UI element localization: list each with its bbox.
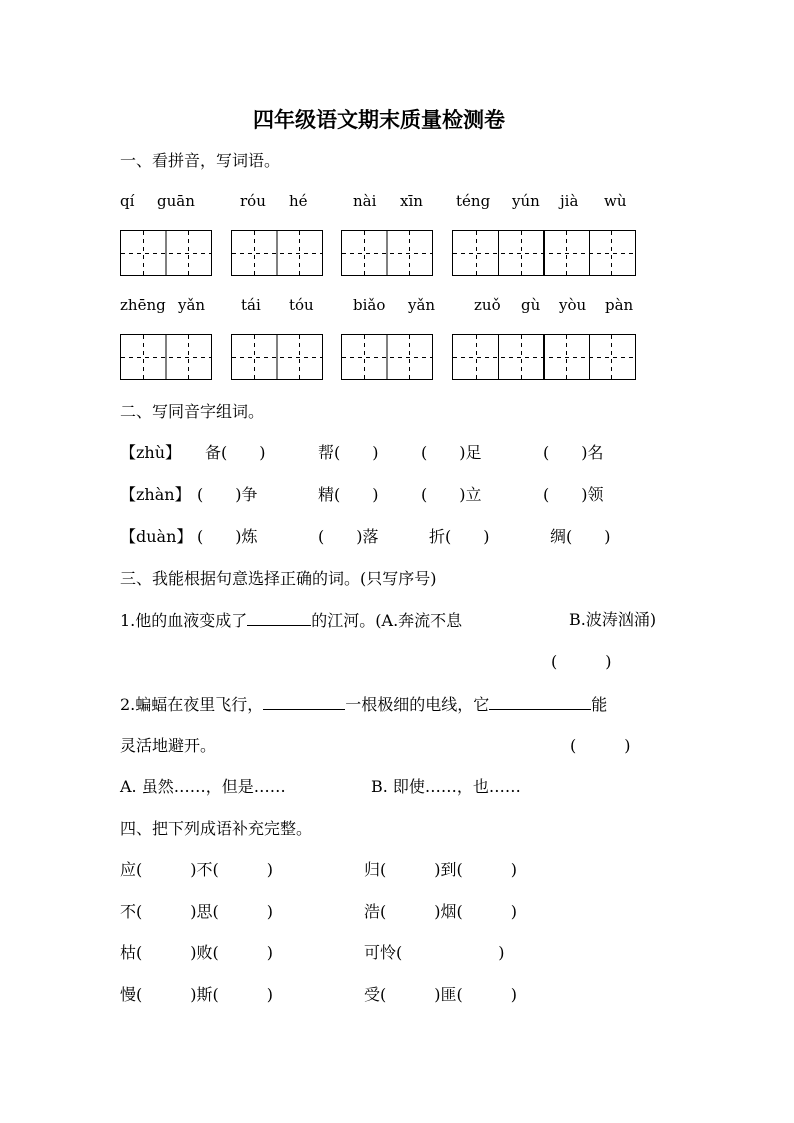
section-1-heading: 一、看拼音，写词语。 [120, 151, 281, 170]
fill-blank[interactable]: ( )足 [421, 443, 482, 462]
pinyin: hé [289, 192, 308, 210]
pinyin: pàn [605, 296, 634, 314]
writing-grid[interactable] [341, 334, 433, 380]
option-a: A. 虽然……，但是…… [120, 777, 286, 796]
idiom-blank[interactable]: 不( )思( ) [120, 902, 273, 921]
question-text: 能 [591, 695, 608, 714]
writing-grid[interactable] [120, 230, 212, 276]
fill-blank[interactable]: ( )立 [421, 485, 482, 504]
question-text: 一根极细的电线，它 [345, 695, 490, 714]
idiom-blank[interactable]: 慢( )斯( ) [120, 985, 273, 1004]
pinyin: wù [604, 192, 627, 210]
answer-blank[interactable] [247, 607, 311, 626]
answer-blank[interactable] [489, 691, 591, 710]
pinyin: yǎn [178, 296, 206, 314]
question-text: 1.他的血液变成了 [120, 611, 248, 630]
writing-grid[interactable] [452, 334, 636, 380]
option-b: B. 即使……，也…… [371, 777, 521, 796]
pinyin: biǎo [353, 296, 386, 314]
writing-grid[interactable] [120, 334, 212, 380]
pinyin: tóu [289, 296, 314, 314]
pinyin: zhēng [120, 296, 166, 314]
question-text: 2.蝙蝠在夜里飞行， [120, 695, 264, 714]
idiom-blank[interactable]: 可怜( ) [364, 943, 505, 962]
fill-blank[interactable]: 帮( ) [318, 443, 379, 462]
pinyin: yǎn [408, 296, 436, 314]
pinyin: tái [241, 296, 261, 314]
answer-bracket[interactable]: ( ) [551, 652, 612, 671]
section-3-heading: 三、我能根据句意选择正确的词。(只写序号) [120, 569, 437, 588]
pinyin: téng [456, 192, 491, 210]
idiom-blank[interactable]: 浩( )烟( ) [364, 902, 517, 921]
question-text: 的江河。(A.奔流不息 [311, 611, 463, 630]
pinyin: jià [560, 192, 579, 210]
pinyin: xīn [400, 192, 423, 210]
fill-blank[interactable]: ( )落 [318, 527, 379, 546]
fill-blank[interactable]: ( )炼 [197, 527, 258, 546]
answer-blank[interactable] [263, 691, 345, 710]
pinyin: nài [353, 192, 377, 210]
fill-blank[interactable]: 备( ) [205, 443, 266, 462]
section-2-heading: 二、写同音字组词。 [120, 402, 265, 421]
pinyin: róu [240, 192, 266, 210]
writing-grid[interactable] [341, 230, 433, 276]
page-title: 四年级语文期末质量检测卷 [253, 107, 505, 132]
pinyin: yòu [559, 296, 587, 314]
pinyin: yún [512, 192, 540, 210]
question-2 [120, 691, 607, 715]
writing-grid[interactable] [231, 334, 323, 380]
fill-blank[interactable]: ( )争 [197, 485, 258, 504]
pinyin-label: 【duàn】 [120, 527, 193, 546]
question-1 [120, 607, 462, 631]
pinyin: zuǒ [474, 296, 501, 314]
pinyin: gù [521, 296, 541, 314]
question-text: 灵活地避开。 [120, 736, 217, 755]
pinyin: guān [157, 192, 195, 210]
fill-blank[interactable]: ( )领 [543, 485, 604, 504]
idiom-blank[interactable]: 枯( )败( ) [120, 943, 273, 962]
pinyin: qí [120, 192, 135, 210]
pinyin-label: 【zhù】 [120, 443, 182, 462]
idiom-blank[interactable]: 受( )匪( ) [364, 985, 517, 1004]
section-4-heading: 四、把下列成语补充完整。 [120, 819, 313, 838]
fill-blank[interactable]: 精( ) [318, 485, 379, 504]
writing-grid[interactable] [452, 230, 636, 276]
idiom-blank[interactable]: 归( )到( ) [364, 860, 517, 879]
writing-grid[interactable] [231, 230, 323, 276]
fill-blank[interactable]: 绸( ) [550, 527, 611, 546]
pinyin-label: 【zhàn】 [120, 485, 191, 504]
fill-blank[interactable]: 折( ) [429, 527, 490, 546]
answer-bracket[interactable]: ( ) [570, 736, 631, 755]
idiom-blank[interactable]: 应( )不( ) [120, 860, 273, 879]
option-b: B.波涛汹涌) [569, 610, 657, 629]
fill-blank[interactable]: ( )名 [543, 443, 604, 462]
